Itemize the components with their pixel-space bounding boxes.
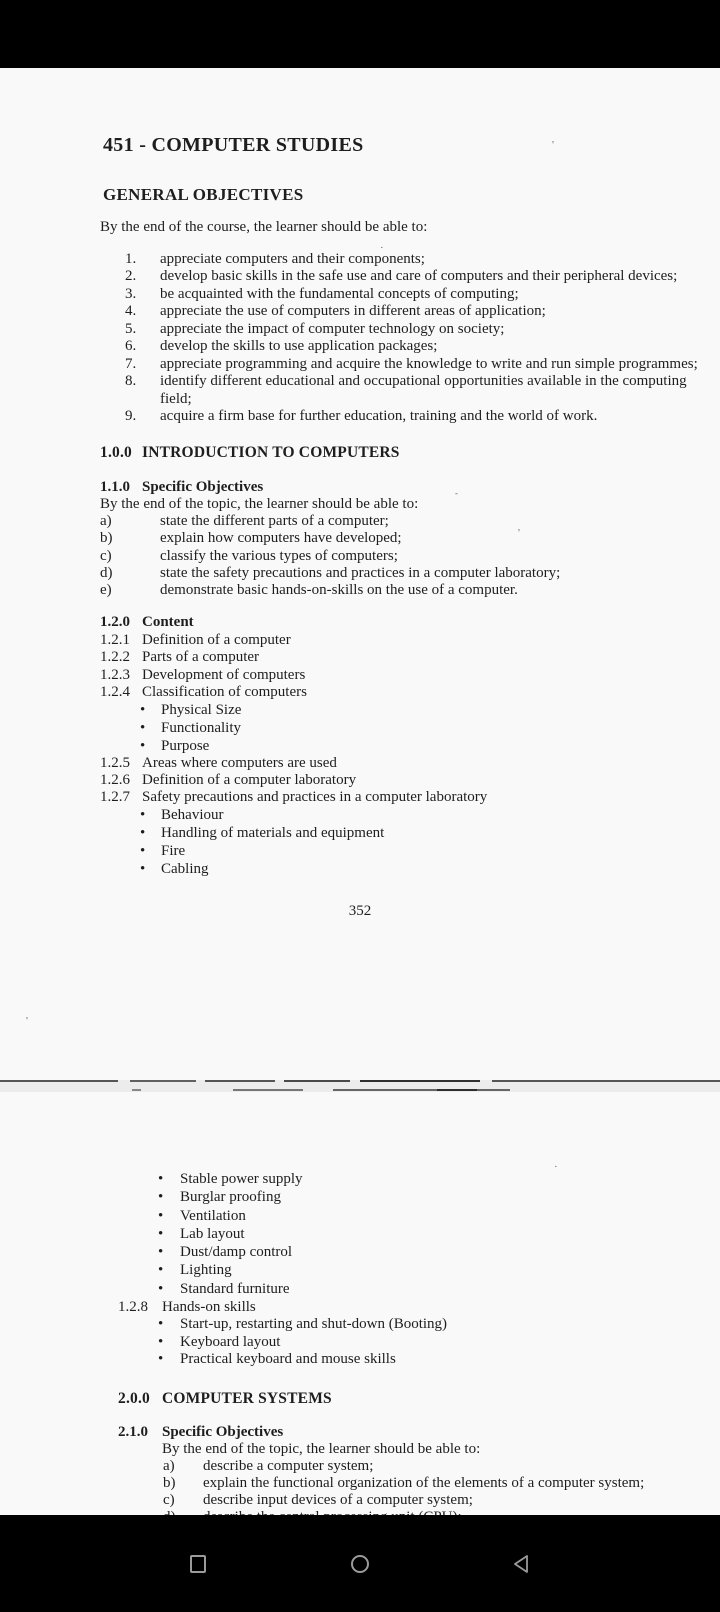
bullet-item [140, 824, 700, 842]
bullet-icon [140, 701, 161, 719]
section-heading-1-1-0 [100, 478, 700, 496]
section-title: Content [142, 614, 194, 631]
objective-number: 7. [125, 355, 137, 372]
bullet-icon [140, 860, 161, 878]
bullet-icon [158, 1207, 180, 1225]
content-item [100, 649, 700, 666]
section-heading-1-0-0 [100, 443, 700, 462]
topic-intro-text: By the end of the topic, the learner should be able to: [162, 1440, 481, 1457]
lettered-item [163, 1458, 700, 1475]
bullet-item [140, 719, 700, 737]
objective-text: develop basic skills in the safe use and care of computers and their peripheral devices; [160, 268, 678, 284]
home-button[interactable] [347, 1551, 373, 1577]
section-number: 1.1.0 [100, 478, 130, 495]
bullet-item [140, 860, 700, 878]
item-text: classify the various types of computers; [160, 547, 398, 564]
objective-item [125, 373, 700, 408]
scan-speck [518, 528, 520, 539]
section-title: INTRODUCTION TO COMPUTERS [142, 443, 400, 461]
objective-item [125, 356, 700, 374]
bullet-item [140, 842, 700, 860]
bullet-text: Lighting [180, 1262, 232, 1279]
bullet-text: Functionality [161, 720, 241, 737]
section-number: 1.0.0 [100, 443, 132, 461]
page-break-gap [0, 1080, 720, 1092]
lettered-item [163, 1475, 700, 1492]
lettered-item [100, 565, 700, 582]
bullet-icon [158, 1188, 180, 1206]
bullet-text: Handling of materials and equipment [161, 824, 385, 841]
objective-text: appreciate computers and their components; [160, 250, 425, 267]
document-page-2[interactable] [0, 1092, 720, 1515]
item-letter: d) [100, 564, 113, 581]
item-number: 1.2.6 [100, 771, 130, 788]
android-nav-bar [0, 1515, 720, 1612]
item-text: state the different parts of a computer; [160, 513, 389, 529]
item-letter: c) [163, 1492, 175, 1508]
item-letter: a) [163, 1457, 175, 1474]
bullet-icon [158, 1225, 180, 1243]
objective-item [125, 321, 700, 339]
bullet-text: Burglar proofing [180, 1189, 281, 1206]
item-text: demonstrate basic hands-on-skills on the use of a computer. [160, 582, 518, 599]
objective-item [125, 303, 700, 321]
recents-square-icon [190, 1555, 206, 1573]
scan-speck [26, 1016, 28, 1027]
objective-item [125, 268, 700, 286]
section-heading-2-1-0 [118, 1423, 700, 1441]
bullet-text: Ventilation [180, 1207, 246, 1224]
objective-number: 6. [125, 338, 137, 354]
recents-button[interactable] [185, 1551, 211, 1577]
objective-item [125, 251, 700, 269]
objective-text: identify different educational and occupational opportunities available in the computing field; [160, 373, 687, 407]
bullet-item [140, 737, 700, 755]
objective-item [125, 408, 700, 426]
objective-number: 3. [125, 285, 137, 302]
bullet-text: Behaviour [161, 806, 224, 823]
hands-on-skills-list [118, 1316, 700, 1368]
back-button[interactable] [509, 1551, 535, 1577]
item-text: Classification of computers [142, 683, 307, 700]
bullet-text: Stable power supply [180, 1171, 303, 1187]
bullet-icon [140, 806, 161, 824]
bullet-icon [158, 1261, 180, 1279]
scan-speck [380, 243, 384, 254]
lettered-item [100, 513, 700, 530]
content-item [100, 789, 700, 806]
content-item [100, 667, 700, 684]
specific-objectives-list-1 [100, 513, 700, 599]
bullet-icon [158, 1170, 180, 1188]
objective-number: 1. [125, 250, 137, 267]
item-letter: c) [100, 547, 112, 564]
objective-text: acquire a firm base for further education, training and the world of work. [160, 408, 598, 424]
bullet-item [158, 1225, 700, 1243]
item-text: Areas where computers are used [142, 755, 337, 772]
item-letter: a) [100, 513, 112, 529]
lettered-item [100, 548, 700, 565]
bullet-item [140, 701, 700, 719]
scan-speck [554, 1162, 558, 1173]
bullet-item [158, 1316, 700, 1333]
bullet-item [158, 1351, 700, 1368]
content-item-1-2-8 [118, 1298, 700, 1316]
back-triangle-icon [511, 1553, 533, 1575]
item-text: explain how computers have developed; [160, 530, 402, 547]
section-title: COMPUTER SYSTEMS [162, 1389, 332, 1407]
general-objectives-heading: GENERAL OBJECTIVES [103, 185, 304, 204]
bullet-item [158, 1188, 700, 1206]
item-text: Definition of a computer [142, 631, 291, 648]
content-item [100, 632, 700, 649]
general-objectives-list [125, 251, 700, 426]
objective-text: develop the skills to use application packages; [160, 338, 438, 354]
lettered-item [100, 530, 700, 547]
bullet-text: Purpose [161, 738, 210, 755]
item-text: Definition of a computer laboratory [142, 771, 357, 788]
bullet-text: Practical keyboard and mouse skills [180, 1351, 396, 1368]
course-intro-text: By the end of the course, the learner should be able to: [100, 219, 428, 235]
item-number: 1.2.4 [100, 683, 130, 700]
bullet-item [158, 1243, 700, 1261]
bullet-item [140, 806, 700, 824]
objective-number: 5. [125, 320, 137, 337]
objective-item [125, 286, 700, 304]
bullet-text: Standard furniture [180, 1280, 290, 1297]
status-bar [0, 0, 720, 68]
item-text: Development of computers [142, 666, 306, 683]
objective-number: 9. [125, 408, 137, 424]
objective-number: 4. [125, 303, 137, 319]
section-heading-2-0-0 [118, 1389, 700, 1409]
bullet-item [158, 1261, 700, 1279]
item-text: describe a computer system; [203, 1457, 374, 1474]
bullet-item [158, 1280, 700, 1298]
bullet-icon [140, 824, 161, 842]
objective-text: appreciate programming and acquire the knowledge to write and run simple programmes; [160, 355, 698, 372]
bullet-text: Physical Size [161, 702, 242, 719]
bullet-text: Dust/damp control [180, 1244, 293, 1261]
bullet-item [158, 1334, 700, 1351]
content-item [100, 684, 700, 701]
bullet-text: Cabling [161, 860, 209, 877]
objective-number: 2. [125, 268, 137, 284]
bullet-text: Lab layout [180, 1225, 245, 1242]
bullet-icon [158, 1334, 180, 1351]
bullet-icon [140, 737, 161, 755]
bullet-text: Keyboard layout [180, 1333, 281, 1350]
bullet-item [158, 1207, 700, 1225]
section-number: 1.2.0 [100, 614, 130, 631]
item-text: Hands-on skills [162, 1299, 256, 1316]
objective-text: appreciate the impact of computer technology on society; [160, 320, 505, 337]
objective-item [125, 338, 700, 356]
content-item [100, 755, 700, 772]
bullet-icon [140, 719, 161, 737]
bullet-icon [158, 1316, 180, 1333]
section-title: Specific Objectives [142, 478, 264, 495]
bullet-icon [140, 842, 161, 860]
objective-text: be acquainted with the fundamental concepts of computing; [160, 285, 519, 302]
item-number: 1.2.5 [100, 755, 130, 772]
item-number: 1.2.1 [100, 631, 130, 648]
bullet-icon [158, 1351, 180, 1368]
document-page-1[interactable] [0, 68, 720, 1080]
content-list [100, 632, 700, 878]
bullet-text: Fire [161, 842, 186, 859]
bullet-item [158, 1170, 700, 1188]
scan-speck [455, 488, 458, 499]
section-number: 2.1.0 [118, 1423, 148, 1440]
objective-text: appreciate the use of computers in different areas of application; [160, 303, 546, 319]
item-number: 1.2.8 [118, 1299, 148, 1316]
lettered-item [100, 582, 700, 599]
item-letter: b) [100, 530, 113, 547]
item-letter: b) [163, 1474, 176, 1491]
item-number: 1.2.2 [100, 649, 130, 666]
topic-intro-text: By the end of the topic, the learner should be able to: [100, 495, 419, 512]
bullet-icon [158, 1243, 180, 1261]
item-letter: e) [100, 582, 112, 599]
lettered-item [163, 1492, 700, 1509]
page-number: 352 [348, 902, 372, 919]
content-item [100, 772, 700, 789]
section-title: Specific Objectives [162, 1423, 284, 1440]
lab-requirements-list [118, 1170, 700, 1298]
item-text: describe input devices of a computer system; [203, 1492, 473, 1508]
course-title: 451 - COMPUTER STUDIES [103, 134, 364, 156]
item-text: state the safety precautions and practices in a computer laboratory; [160, 564, 561, 581]
home-circle-icon [351, 1555, 369, 1573]
section-number: 2.0.0 [118, 1389, 150, 1407]
objective-number: 8. [125, 373, 137, 389]
bullet-icon [158, 1280, 180, 1298]
item-number: 1.2.3 [100, 666, 130, 683]
scan-speck [552, 140, 554, 151]
section-heading-1-2-0 [100, 614, 700, 632]
item-text: Parts of a computer [142, 649, 260, 666]
item-text: Safety precautions and practices in a computer laboratory [142, 788, 488, 805]
bullet-text: Start-up, restarting and shut-down (Booting) [180, 1316, 448, 1333]
item-number: 1.2.7 [100, 788, 130, 805]
item-text: explain the functional organization of the elements of a computer system; [203, 1474, 645, 1491]
